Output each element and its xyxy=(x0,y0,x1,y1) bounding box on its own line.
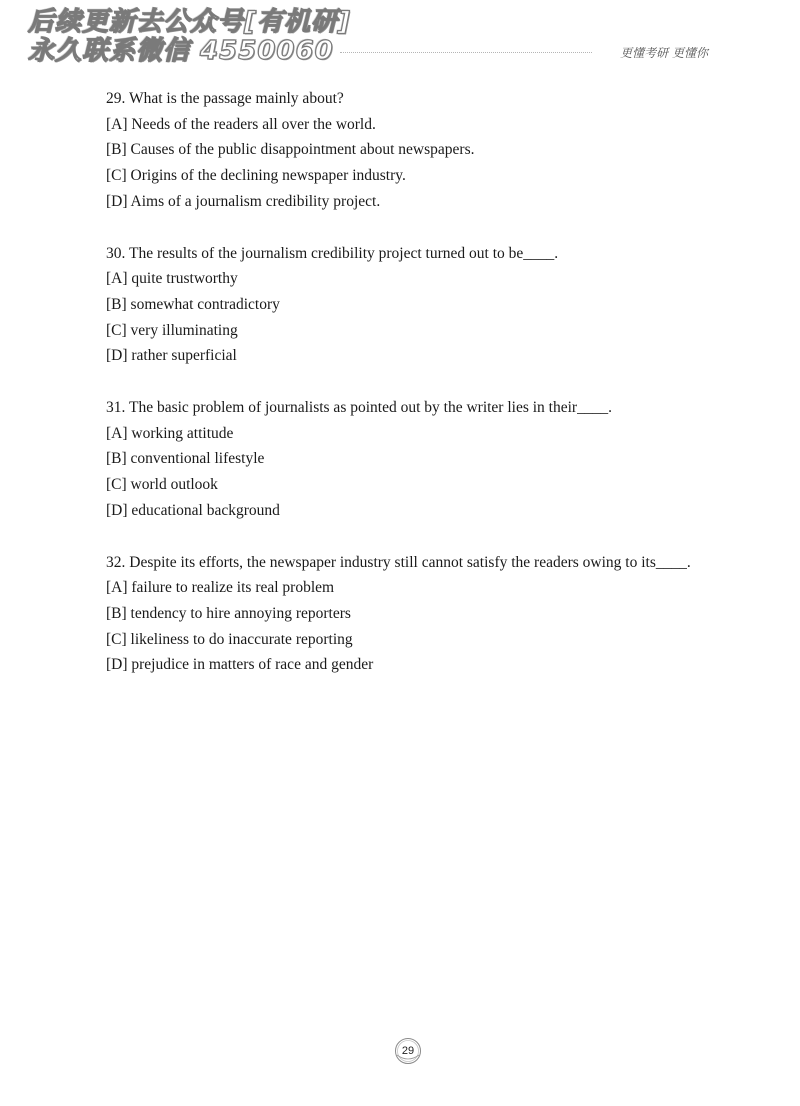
option-d: [D] prejudice in matters of race and gender xyxy=(106,656,374,674)
option-a: [A] failure to realize its real problem xyxy=(106,579,335,597)
page-number-badge xyxy=(394,1037,422,1065)
watermark-line-1: 后续更新去公众号[有机研] xyxy=(28,7,351,37)
option-a: [A] Needs of the readers all over the world. xyxy=(106,115,376,133)
question-list xyxy=(106,86,712,704)
watermark-line-2: 永久联系微信 4550060 xyxy=(28,36,334,66)
question-30 xyxy=(106,241,712,370)
question-31 xyxy=(106,395,712,524)
header-divider xyxy=(340,52,592,53)
question-stem: 30. The results of the journalism credibility project turned out to be____. xyxy=(106,244,559,262)
option-d: [D] educational background xyxy=(106,501,280,519)
watermark-logo xyxy=(28,8,358,66)
question-stem: 29. What is the passage mainly about? xyxy=(106,90,344,107)
option-a: [A] quite trustworthy xyxy=(106,270,238,288)
option-b: [B] conventional lifestyle xyxy=(106,450,265,468)
option-c: [C] likeliness to do inaccurate reporting xyxy=(106,630,353,648)
option-a: [A] working attitude xyxy=(106,424,234,442)
option-b: [B] Causes of the public disappointment about newspapers. xyxy=(106,141,475,159)
question-stem: 31. The basic problem of journalists as pointed out by the writer lies in their____. xyxy=(106,399,612,417)
page-number: 29 xyxy=(401,1045,415,1057)
option-d: [D] rather superficial xyxy=(106,347,237,365)
question-stem: 32. Despite its efforts, the newspaper industry still cannot satisfy the readers owing to its____. xyxy=(106,553,691,571)
header-slogan: 更懂考研 更懂你 xyxy=(620,46,708,60)
option-d: [D] Aims of a journalism credibility project. xyxy=(106,192,381,210)
option-c: [C] world outlook xyxy=(106,476,218,494)
option-c: [C] Origins of the declining newspaper industry. xyxy=(106,167,406,185)
question-29 xyxy=(106,86,712,215)
question-32 xyxy=(106,550,712,679)
option-b: [B] somewhat contradictory xyxy=(106,295,280,313)
option-c: [C] very illuminating xyxy=(106,321,238,339)
option-b: [B] tendency to hire annoying reporters xyxy=(106,604,351,622)
